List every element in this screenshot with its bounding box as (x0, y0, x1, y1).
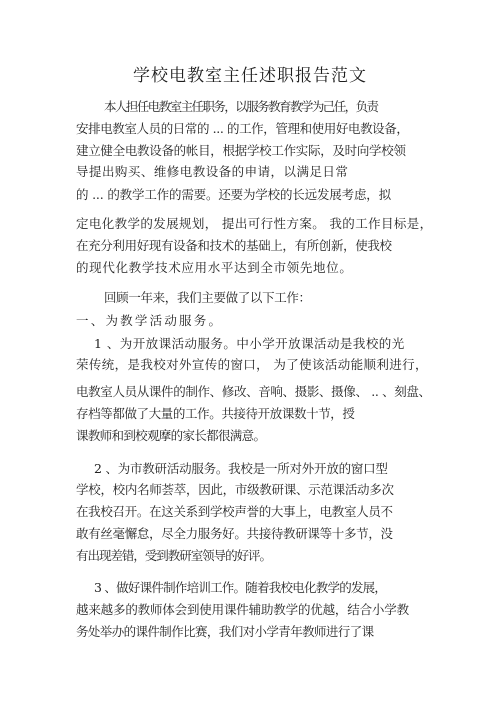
paragraph-line: 越来越多的教师体会到使用课件辅助教学的优越，结合小学教 (76, 602, 409, 617)
paragraph-line: 本人担任电教室主任职务，以服务教育教学为己任，负责 (104, 99, 378, 114)
paragraph-line: 2 、为市教研活动服务。我校是一所对外开放的窗口型 (94, 461, 388, 476)
paragraph-line: 回顾一年来，我们主要做了以下工作： (104, 290, 311, 305)
paragraph-line: 定电化教学的发展规划， 提出可行性方案。 我的工作目标是， (76, 216, 433, 231)
paragraph-line: 导提出购买、维修电教设备的申请，以满足日常 (76, 164, 349, 179)
paragraph-line: 3 、做好课件制作培训工作。随着我校电化教学的发展， (94, 580, 387, 595)
paragraph-line: 务处举办的课件制作比赛，我们对小学青年教师进行了课 (76, 624, 374, 639)
paragraph-line: 学校，校内名师荟萃，因此，市级教研课、示范课活动多次 (76, 482, 394, 497)
paragraph-line: 有出现差错，受到教研室领导的好评。 (76, 548, 271, 563)
paragraph-line: 建立健全电教设备的帐目，根据学校工作实际，及时向学校领 (76, 143, 406, 158)
paragraph-line: 在我校召开。在这关系到学校声誉的大事上，电教室人员不 (76, 504, 393, 519)
paragraph-line: 敢有丝毫懈怠，尽全力服务好。共接待教研课等十多节，没 (76, 526, 393, 541)
paragraph-line: 的现代化教学技术应用水平达到全市领先地位。 (76, 260, 353, 275)
paragraph-line: 电教室人员从课件的制作、修改、音响、摄影、摄像、 .. 、刻盘、 (76, 384, 431, 399)
paragraph-line: 存档等都做了大量的工作。共接待开放课数十节，授 (76, 406, 355, 421)
paragraph-line: 的 ... 的教学工作的需要。还要为学校的长远发展考虑，拟 (76, 187, 391, 202)
paragraph-line: 1 、为开放课活动服务。中小学开放课活动是我校的光 (94, 336, 405, 351)
paragraph-line: 一、为教学活动服务。 (76, 313, 224, 328)
paragraph-line: 荣传统，是我校对外宣传的窗口， 为了使该活动能顺利进行， (76, 357, 428, 372)
document-title: 学校电教室主任述职报告范文 (133, 66, 367, 86)
paragraph-line: 课教师和到校观摩的家长都很满意。 (76, 428, 266, 443)
paragraph-line: 在充分利用好现有设备和技术的基础上，有所创新，使我校 (76, 238, 392, 253)
paragraph-line: 安排电教室人员的日常的 ... 的工作，管理和使用好电教设备， (76, 121, 409, 136)
